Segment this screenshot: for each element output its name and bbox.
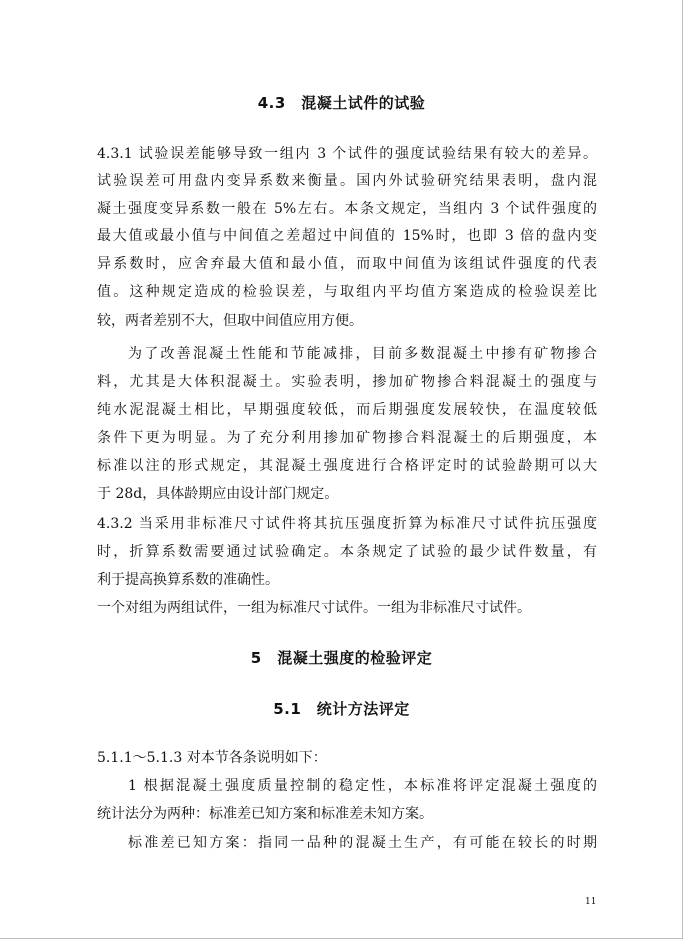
paragraph-admixture-line-5: 标准以注的形式规定，其混凝土强度进行合格评定时的试验龄期可以大	[97, 458, 597, 474]
paragraph-4-3-1-line-4: 最大值或最小值与中间值之差超过中间值的 15%时，也即 3 倍的盘内变	[97, 228, 597, 244]
paragraph-admixture-line-1: 为了改善混凝土性能和节能减排，目前多数混凝土中掺有矿物掺合	[128, 346, 597, 362]
section-heading-4-3: 4.3 混凝土试件的试验	[257, 94, 426, 112]
paragraph-4-3-2-line-1: 4.3.2 当采用非标准尺寸试件将其抗压强度折算为标准尺寸试件抗压强度	[97, 516, 597, 532]
paragraph-admixture-line-2: 料，尤其是大体积混凝土。实验表明，掺加矿物掺合料混凝土的强度与	[97, 374, 597, 390]
paragraph-4-3-1-line-2: 试验误差可用盘内变异系数来衡量。国内外试验研究结果表明，盘内混	[97, 173, 597, 189]
section-heading-5-1: 5.1 统计方法评定	[273, 700, 410, 718]
paragraph-admixture-line-3: 纯水泥混凝土相比，早期强度较低，而后期强度发展较快，在温度较低	[97, 402, 597, 418]
paragraph-admixture-line-6: 于 28d，具体龄期应由设计部门规定。	[97, 486, 339, 502]
paragraph-known-std-line-1: 标准差已知方案：指同一品种的混凝土生产，有可能在较长的时期	[128, 835, 597, 851]
paragraph-4-3-1-line-7: 较，两者差别不大，但取中间值应用方便。	[97, 313, 363, 329]
paragraph-item-1-line-2: 统计法分为两种：标准差已知方案和标准差未知方案。	[97, 806, 433, 822]
paragraph-item-1-line-1: 1 根据混凝土强度质量控制的稳定性，本标准将评定混凝土强度的	[128, 778, 597, 794]
paragraph-4-3-1-line-3: 凝土强度变异系数一般在 5%左右。本条文规定，当组内 3 个试件强度的	[97, 201, 597, 217]
paragraph-specimen-group: 一个对组为两组试件，一组为标准尺寸试件。一组为非标准尺寸试件。	[97, 600, 531, 616]
paragraph-4-3-2-line-2: 时，折算系数需要通过试验确定。本条规定了试验的最少试件数量，有	[97, 544, 597, 560]
paragraph-4-3-1-line-5: 异系数时，应舍弃最大值和最小值，而取中间值为该组试件强度的代表	[97, 256, 597, 272]
paragraph-4-3-1-line-6: 值。这种规定造成的检验误差，与取组内平均值方案造成的检验误差比	[97, 284, 597, 300]
page-number: 11	[585, 897, 597, 907]
paragraph-admixture-line-4: 条件下更为明显。为了充分利用掺加矿物掺合料混凝土的后期强度，本	[97, 430, 597, 446]
paragraph-5-1-1-intro: 5.1.1～5.1.3 对本节各条说明如下：	[97, 750, 327, 766]
paragraph-4-3-2-line-3: 利于提高换算系数的准确性。	[97, 572, 279, 588]
paragraph-4-3-1-line-1: 4.3.1 试验误差能够导致一组内 3 个试件的强度试验结果有较大的差异。	[97, 146, 597, 162]
chapter-heading-5: 5 混凝土强度的检验评定	[250, 649, 433, 667]
